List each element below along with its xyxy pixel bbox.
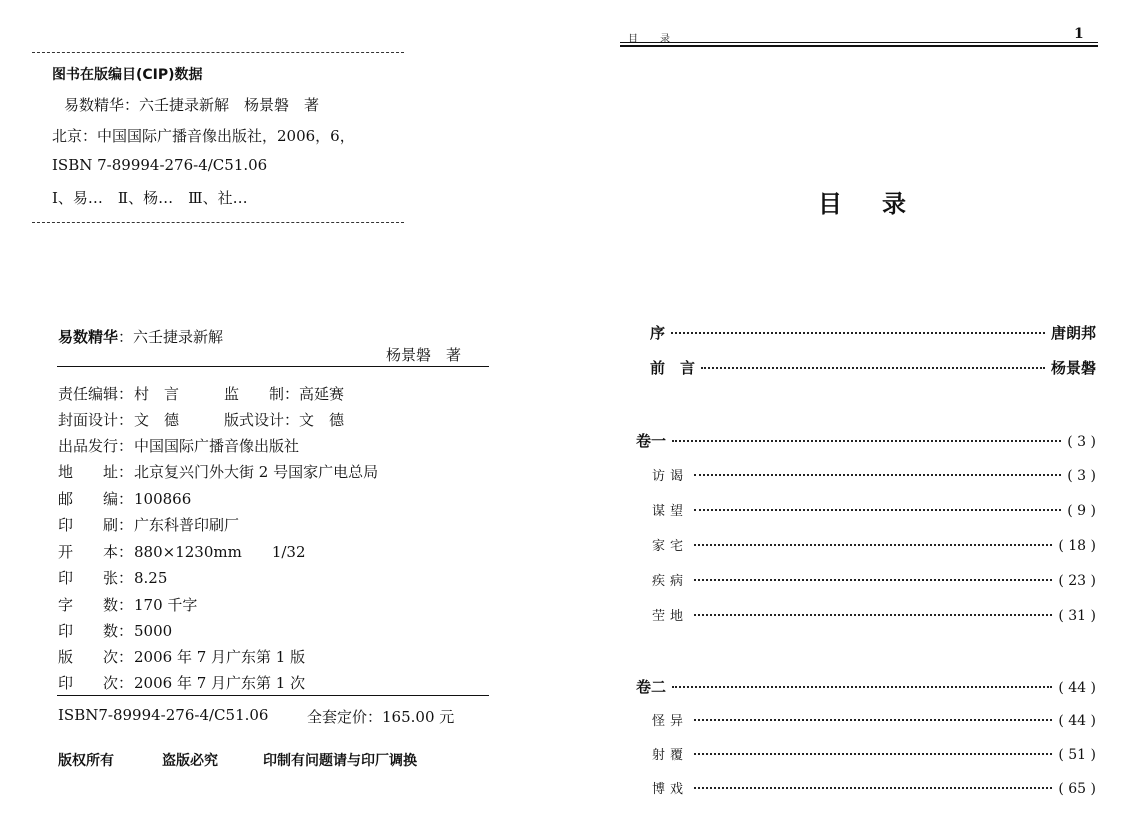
colophon-book-title: 易数精华 [58,328,119,346]
colophon-author: 杨景磐 著 [386,346,462,364]
colophon-row: 封面设计：文 德 版式设计：文 德 [58,411,345,429]
cip-top-divider [32,52,404,53]
colophon-title [58,326,223,347]
toc-sub-entry: 射覆 ( 51 ) [652,747,1096,763]
toc-volume-entry: 卷一 ( 3 ) [636,432,1096,450]
page-number: 1 [1074,26,1084,42]
header-rule-thick [620,45,1098,47]
colophon-bottom-rule [57,695,489,696]
cip-isbn-line: ISBN 7-89994-276-4/C51.06 [52,156,268,174]
colophon-row: 印 数：5000 [58,622,173,640]
colophon-row: 责任编辑：村 言 监 制：高延赛 [58,385,345,403]
colophon-row: 出品发行：中国国际广播音像出版社 [58,437,300,455]
cip-publisher-line: 北京：中国国际广播音像出版社，2006，6， [52,127,355,145]
colophon-top-rule [57,366,489,367]
cip-bottom-divider [32,222,404,223]
right-page [580,0,1147,826]
colophon-row: 版 次：2006 年 7 月广东第 1 版 [58,648,306,666]
colophon-row: 地 址：北京复兴门外大街 2 号国家广电总局 [58,463,379,481]
toc-entry-preface: 序 唐朗邦 [650,324,1096,342]
toc-sub-entry: 茔地 ( 31 ) [652,608,1096,624]
cip-title: 图书在版编目(CIP)数据 [52,67,203,83]
left-page [0,0,560,826]
toc-sub-entry: 家宅 ( 18 ) [652,538,1096,554]
colophon-row: 邮 编：100866 [58,490,192,508]
colophon-book-subtitle: ：六壬捷录新解 [118,328,224,346]
cip-classification-line: Ⅰ、易… Ⅱ、杨… Ⅲ、社… [52,189,248,207]
colophon-row: 开 本：880×1230mm 1/32 [58,543,306,561]
toc-sub-entry: 博戏 ( 65 ) [652,781,1096,797]
colophon-row: 印 次：2006 年 7 月广东第 1 次 [58,674,306,692]
toc-sub-entry: 疾病 ( 23 ) [652,573,1096,589]
colophon-price: 全套定价：165.00 元 [307,708,455,726]
colophon-row: 印 刷：广东科普印刷厂 [58,516,240,534]
print-defect-notice: 印制有问题请与印厂调换 [263,753,417,769]
page-title: 目 录 [818,189,914,218]
toc-sub-entry: 访谒 ( 3 ) [652,468,1096,484]
running-header: 目 录 [628,34,676,45]
rights-reserved: 版权所有 [58,753,114,769]
colophon-isbn: ISBN7-89994-276-4/C51.06 [58,706,269,724]
header-rule-thin [620,42,1098,43]
piracy-notice: 盗版必究 [162,753,218,769]
cip-book-line: 易数精华：六壬捷录新解 杨景磐 著 [64,96,320,114]
toc-sub-entry: 谋望 ( 9 ) [652,503,1096,519]
toc-entry-foreword: 前 言 杨景磐 [650,359,1096,377]
toc-volume-entry: 卷二 ( 44 ) [636,678,1096,696]
colophon-row: 字 数：170 千字 [58,596,198,614]
colophon-row: 印 张：8.25 [58,569,168,587]
toc-sub-entry: 怪异 ( 44 ) [652,713,1096,729]
